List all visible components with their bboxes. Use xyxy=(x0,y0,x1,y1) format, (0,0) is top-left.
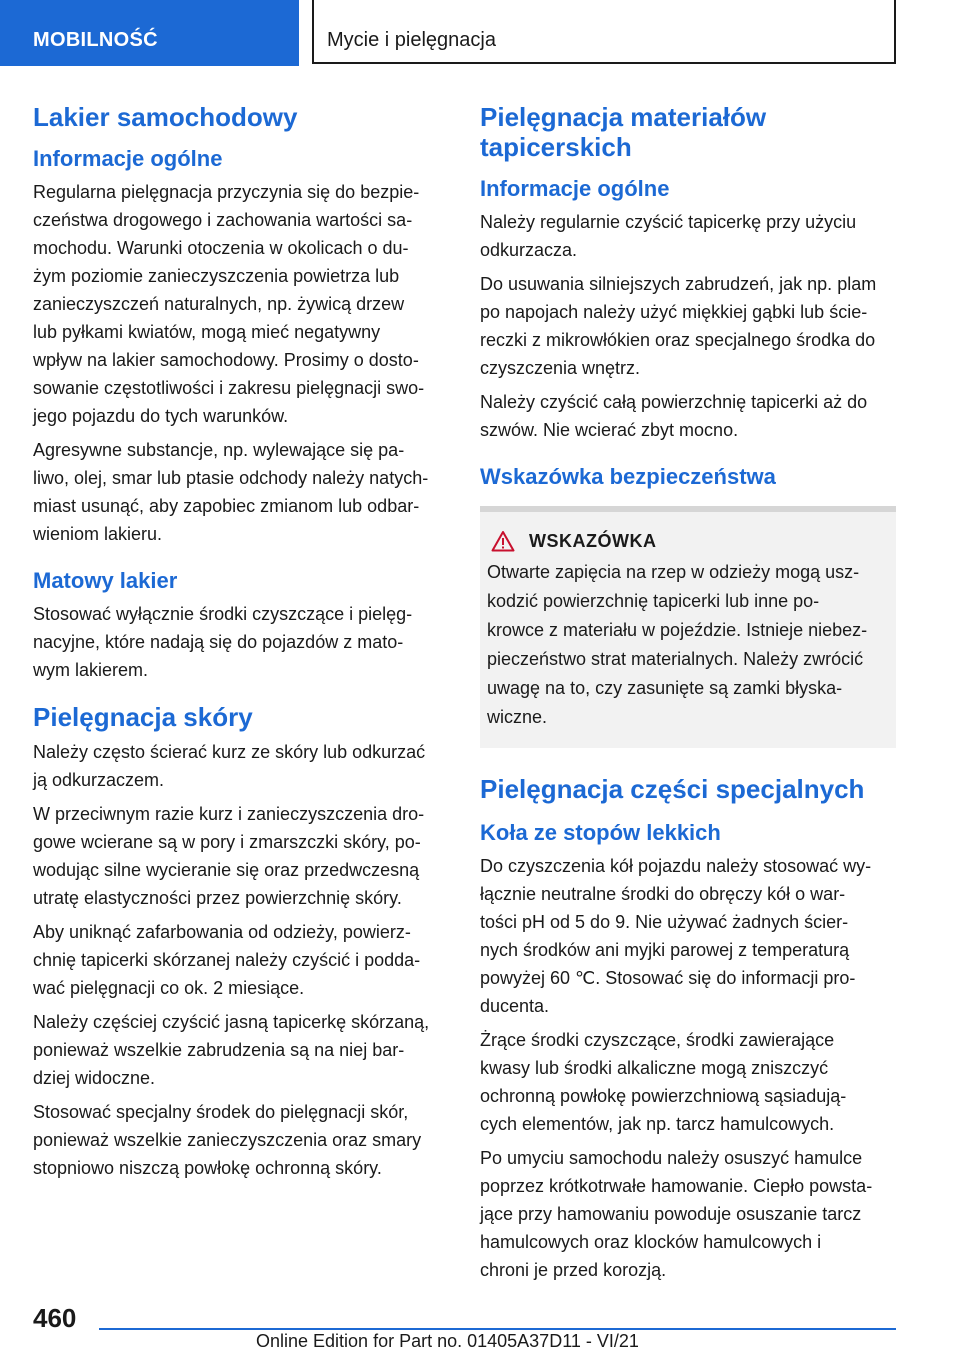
text-line: reczki z mikrowłókien oraz specjalnego środka do xyxy=(480,330,876,350)
text-line: chroni je przed korozją. xyxy=(480,1260,667,1280)
text-line: lub pyłkami kwiatów, mogą mieć negatywny xyxy=(33,322,381,342)
text-line: Do czyszczenia kół pojazdu należy stosować wy- xyxy=(480,856,872,876)
paragraph xyxy=(33,1098,448,1182)
paragraph xyxy=(480,208,896,264)
text-line: Należy częściej czyścić jasną tapicerkę skórzaną, xyxy=(33,1012,430,1032)
text-line: nych środków ani myjki parowej z temperaturą xyxy=(480,940,850,960)
paragraph xyxy=(33,738,448,794)
footer-divider xyxy=(99,1328,896,1330)
warning-header xyxy=(487,530,886,552)
section-tab xyxy=(0,0,299,66)
text-line: Należy często ścierać kurz ze skóry lub odkurzać xyxy=(33,742,426,762)
text-line: czyszczenia wnętrz. xyxy=(480,358,641,378)
text-line: wodując silne wycieranie się oraz przedwczesną xyxy=(33,860,420,880)
text-line: Po umyciu samochodu należy osuszyć hamulce xyxy=(480,1148,863,1168)
text-line: Żrące środki czyszczące, środki zawierające xyxy=(480,1030,835,1050)
text-line: sowanie częstotliwości i zakresu pielęgnacji swo- xyxy=(33,378,425,398)
text-line: jące przy hamowaniu powoduje osuszanie tarcz xyxy=(480,1204,862,1224)
text-line: uwagę na to, czy zasunięte są zamki błyska- xyxy=(487,678,843,698)
heading-skora: Pielęgnacja skóry xyxy=(33,702,253,732)
text-line: Pielęgnacja materiałów xyxy=(480,102,767,132)
text-line: wpływ na lakier samochodowy. Prosimy o dosto- xyxy=(33,350,419,370)
paragraph xyxy=(33,600,448,684)
text-line: poprzez krótkotrwałe hamowanie. Ciepło powsta- xyxy=(480,1176,873,1196)
right-column xyxy=(480,102,896,1290)
text-line: liwo, olej, smar lub ptasie odchody należy natych- xyxy=(33,468,429,488)
section-title: MOBILNOŚĆ xyxy=(33,29,158,51)
text-line: mochodu. Warunki otoczenia w okolicach o du- xyxy=(33,238,409,258)
text-line: ducenta. xyxy=(480,996,550,1016)
text-line: gowe wcierane są w pory i zmarszczki skóry, po- xyxy=(33,832,421,852)
heading-matowy: Matowy lakier xyxy=(33,568,178,593)
text-line: łącznie neutralne środki do obręczy kół o war- xyxy=(480,884,846,904)
text-line: Stosować wyłącznie środki czyszczące i pielęg- xyxy=(33,604,413,624)
text-line: chnię tapicerki skórzanej należy czyścić i podda- xyxy=(33,950,421,970)
paragraph xyxy=(480,388,896,444)
text-line: stopniowo niszczą powłokę ochronną skóry. xyxy=(33,1158,382,1178)
text-line: ponieważ wszelkie zanieczyszczenia oraz smary xyxy=(33,1130,422,1150)
warning-text xyxy=(487,558,886,732)
heading-tapicer xyxy=(480,102,896,162)
text-line: tapicerskich xyxy=(480,132,632,162)
heading-kola: Koła ze stopów lekkich xyxy=(480,820,721,845)
heading-czesci: Pielęgnacja części specjalnych xyxy=(480,774,865,804)
text-line: ochronną powłokę powierzchniową sąsiadują- xyxy=(480,1086,847,1106)
paragraph xyxy=(480,270,896,382)
paragraph xyxy=(480,852,896,1020)
paragraph xyxy=(33,800,448,912)
text-line: utratę elastyczności przez powierzchnię skóry. xyxy=(33,888,402,908)
page-number: 460 xyxy=(33,1303,77,1333)
text-line: wieniom lakieru. xyxy=(33,524,163,544)
text-line: wym lakierem. xyxy=(33,660,149,680)
heading-info-lakier: Informacje ogólne xyxy=(33,146,223,171)
text-line: tości pH od 5 do 9. Nie używać żadnych ścier- xyxy=(480,912,849,932)
text-line: Stosować specjalny środek do pielęgnacji skór, xyxy=(33,1102,409,1122)
text-line: krowce z materiału w pojeździe. Istnieje niebez- xyxy=(487,620,868,640)
paragraph xyxy=(480,1026,896,1138)
text-line: powyżej 60 ℃. Stosować się do informacji pro- xyxy=(480,968,856,988)
paragraph xyxy=(33,436,448,548)
text-line: miast usunąć, aby zapobiec zmianom lub odbar- xyxy=(33,496,420,516)
text-line: żym poziomie zanieczyszczenia powietrza lub xyxy=(33,266,400,286)
footer-edition: Online Edition for Part no. 01405A37D11 - VI/21 xyxy=(256,1331,639,1351)
text-line: Aby uniknąć zafarbowania od odzieży, powierz- xyxy=(33,922,411,942)
warning-title: WSKAZÓWKA xyxy=(529,530,657,551)
text-line: pieczeństwo strat materialnych. Należy zwrócić xyxy=(487,649,864,669)
warning-triangle-icon xyxy=(491,530,515,552)
text-line: kwasy lub środki alkaliczne mogą zniszczyć xyxy=(480,1058,829,1078)
text-line: szwów. Nie wcierać zbyt mocno. xyxy=(480,420,739,440)
text-line: po napojach należy użyć miękkiej gąbki lub ście- xyxy=(480,302,868,322)
text-line: hamulcowych oraz klocków hamulcowych i xyxy=(480,1232,822,1252)
page-header xyxy=(0,0,960,66)
text-line: zanieczyszczeń naturalnych, np. żywicą drzew xyxy=(33,294,405,314)
paragraph xyxy=(480,1144,896,1284)
chapter-tab xyxy=(312,0,896,64)
text-line: W przeciwnym razie kurz i zanieczyszczenia dro- xyxy=(33,804,425,824)
warning-box xyxy=(480,506,896,748)
text-line: kodzić powierzchnię tapicerki lub inne po- xyxy=(487,591,820,611)
left-column xyxy=(33,102,448,1188)
heading-lakier: Lakier samochodowy xyxy=(33,102,298,132)
paragraph xyxy=(33,178,448,430)
chapter-title: Mycie i pielęgnacja xyxy=(327,29,496,51)
paragraph xyxy=(33,918,448,1002)
heading-wskazowka: Wskazówka bezpieczeństwa xyxy=(480,464,776,489)
text-line: Należy czyścić całą powierzchnię tapicerki aż do xyxy=(480,392,868,412)
heading-info-tapicer: Informacje ogólne xyxy=(480,176,670,201)
text-line: jego pojazdu do tych warunków. xyxy=(33,406,289,426)
text-line: Agresywne substancje, np. wylewające się pa- xyxy=(33,440,405,460)
text-line: ponieważ wszelkie zabrudzenia są na niej bar- xyxy=(33,1040,405,1060)
text-line: Należy regularnie czyścić tapicerkę przy użyciu xyxy=(480,212,857,232)
text-line: Do usuwania silniejszych zabrudzeń, jak np. plam xyxy=(480,274,877,294)
text-line: Otwarte zapięcia na rzep w odzieży mogą usz- xyxy=(487,562,860,582)
text-line: cych elementów, jak np. tarcz hamulcowych. xyxy=(480,1114,835,1134)
paragraph xyxy=(33,1008,448,1092)
text-line: dziej widoczne. xyxy=(33,1068,156,1088)
text-line: wiczne. xyxy=(487,707,548,727)
text-line: czeństwa drogowego i zachowania wartości sa- xyxy=(33,210,413,230)
text-line: Regularna pielęgnacja przyczynia się do bezpie- xyxy=(33,182,420,202)
text-line: nacyjne, które nadają się do pojazdów z mato- xyxy=(33,632,404,652)
text-line: ją odkurzaczem. xyxy=(33,770,165,790)
text-line: odkurzacza. xyxy=(480,240,578,260)
text-line: wać pielęgnacji co ok. 2 miesiące. xyxy=(33,978,305,998)
